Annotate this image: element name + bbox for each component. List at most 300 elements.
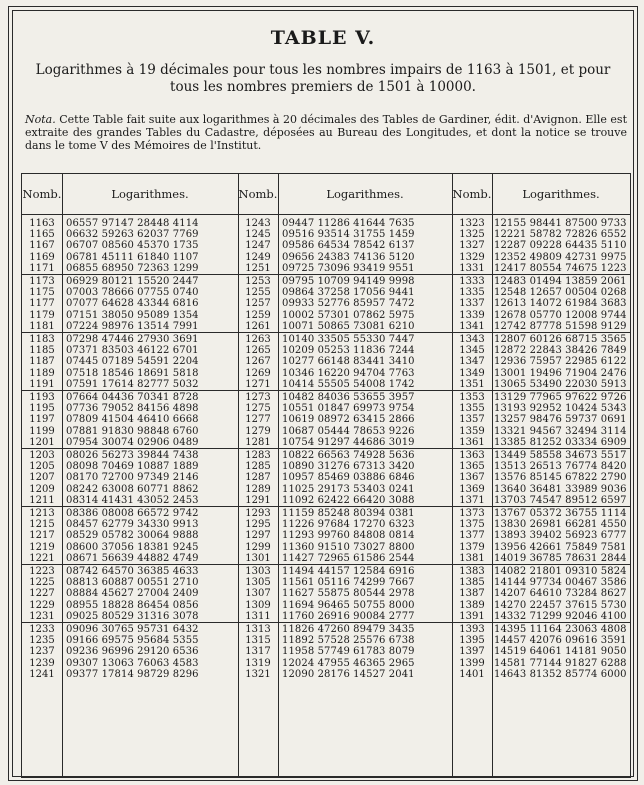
row-number: 1397 — [459, 646, 485, 658]
row-number: 1383 — [459, 566, 485, 577]
row-number: 1345 — [459, 345, 485, 357]
header-nomb-2: Nomb. — [238, 187, 278, 201]
row-number: 1275 — [245, 403, 271, 415]
row-number: 1269 — [245, 367, 271, 379]
row-number: 1347 — [459, 356, 485, 368]
row-number: 1253 — [245, 276, 271, 287]
row-number: 1215 — [29, 519, 55, 531]
row-logarithm: 12221 58782 72826 6552 — [494, 229, 627, 241]
table-row — [22, 484, 630, 495]
row-logarithm: 07077 64628 43344 6816 — [66, 298, 199, 310]
table-row — [22, 287, 630, 298]
row-number: 1319 — [245, 657, 271, 669]
row-number: 1277 — [245, 414, 271, 426]
row-logarithm: 11360 91510 73027 8800 — [282, 541, 415, 553]
row-number: 1239 — [29, 657, 55, 669]
row-number: 1355 — [459, 403, 485, 415]
row-logarithm: 08026 56273 39844 7438 — [66, 450, 199, 461]
table-row — [22, 588, 630, 599]
header-nomb-1: Nomb. — [22, 187, 62, 201]
row-logarithm: 08600 37056 18381 9245 — [66, 541, 199, 553]
table-row — [22, 345, 630, 356]
row-logarithm: 09377 17814 98729 8296 — [66, 668, 199, 680]
row-logarithm: 07003 78666 07755 0740 — [66, 287, 199, 299]
row-logarithm: 10687 05444 78653 9226 — [282, 425, 415, 437]
row-logarithm: 08170 72700 97349 2146 — [66, 472, 199, 484]
row-number: 1333 — [459, 276, 485, 287]
row-logarithm: 12287 09228 64435 5110 — [494, 240, 627, 252]
row-number: 1235 — [29, 635, 55, 647]
row-logarithm: 07298 47446 27930 3691 — [66, 334, 199, 345]
table-row — [22, 298, 630, 309]
row-number: 1217 — [29, 530, 55, 542]
row-logarithm: 10071 50865 73081 6210 — [282, 320, 415, 332]
row-number: 1229 — [29, 599, 55, 611]
row-number: 1267 — [245, 356, 271, 368]
row-number: 1365 — [459, 461, 485, 473]
row-number: 1257 — [245, 298, 271, 310]
table-row — [22, 566, 630, 577]
subtitle-line-1: Logarithmes à 19 décimales pour tous les nombres impairs de 1163 à 1501, et pour — [35, 62, 611, 78]
row-logarithm: 12678 05770 12008 9744 — [494, 309, 627, 321]
row-logarithm: 09166 69575 95684 5355 — [66, 635, 199, 647]
row-number: 1391 — [459, 610, 485, 622]
row-logarithm: 13257 98476 59737 0691 — [494, 414, 627, 426]
row-number: 1263 — [245, 334, 271, 345]
row-logarithm: 13767 05372 36755 1114 — [494, 508, 627, 519]
row-logarithm: 14395 11164 23063 4808 — [494, 624, 627, 635]
row-logarithm: 08671 56639 44882 4749 — [66, 552, 199, 564]
row-number: 1167 — [29, 240, 55, 252]
row-number: 1307 — [245, 588, 271, 600]
row-logarithm: 12807 60126 68715 3565 — [494, 334, 627, 345]
row-number: 1195 — [29, 403, 55, 415]
header-nomb-3: Nomb. — [452, 187, 492, 201]
row-number: 1203 — [29, 450, 55, 461]
row-logarithm: 11494 44157 12584 6916 — [282, 566, 415, 577]
header-logs-1: Logarithmes. — [111, 187, 189, 201]
row-number: 1177 — [29, 298, 55, 310]
subtitle-line-2: tous les nombres premiers de 1501 à 10000. — [170, 79, 476, 95]
log-table — [21, 173, 631, 778]
row-number: 1349 — [459, 367, 485, 379]
row-logarithm: 13001 19496 71904 2476 — [494, 367, 627, 379]
row-logarithm: 13065 53490 22030 5913 — [494, 378, 627, 390]
row-logarithm: 08098 70469 10887 1889 — [66, 461, 199, 473]
row-logarithm: 09096 30765 95731 6432 — [66, 624, 199, 635]
group-separator — [22, 274, 630, 275]
row-number: 1181 — [29, 320, 55, 332]
table-row — [22, 669, 630, 680]
table-row — [22, 392, 630, 403]
table-row — [22, 461, 630, 472]
group-separator — [22, 332, 630, 333]
row-number: 1189 — [29, 367, 55, 379]
table-row — [22, 437, 630, 448]
row-number: 1371 — [459, 494, 485, 506]
row-number: 1185 — [29, 345, 55, 357]
row-logarithm: 09725 73096 93419 9551 — [282, 262, 415, 274]
table-row — [22, 542, 630, 553]
row-logarithm: 08314 41431 43052 2453 — [66, 494, 199, 506]
row-logarithm: 14581 77144 91827 6288 — [494, 657, 627, 669]
row-logarithm: 08457 62779 34330 9913 — [66, 519, 199, 531]
row-logarithm: 14019 36785 78631 2844 — [494, 552, 627, 564]
row-number: 1389 — [459, 599, 485, 611]
table-row — [22, 414, 630, 425]
row-logarithm: 14332 71299 92046 4100 — [494, 610, 627, 622]
page-frame — [8, 6, 638, 781]
group-separator — [22, 622, 630, 623]
row-logarithm: 14643 81352 85774 6000 — [494, 668, 627, 680]
row-logarithm: 14082 21801 09310 5824 — [494, 566, 627, 577]
row-number: 1353 — [459, 392, 485, 403]
row-number: 1395 — [459, 635, 485, 647]
table-row — [22, 553, 630, 564]
row-logarithm: 06557 97147 28448 4114 — [66, 218, 199, 229]
row-number: 1321 — [245, 668, 271, 680]
page-subtitle — [27, 62, 619, 96]
row-number: 1293 — [245, 508, 271, 519]
table-row — [22, 368, 630, 379]
row-number: 1173 — [29, 276, 55, 287]
row-number: 1339 — [459, 309, 485, 321]
row-number: 1381 — [459, 552, 485, 564]
row-logarithm: 06632 59263 62037 7769 — [66, 229, 199, 241]
row-logarithm: 07445 07189 54591 2204 — [66, 356, 199, 368]
row-logarithm: 10140 33505 55330 7447 — [282, 334, 415, 345]
row-logarithm: 11159 85248 80394 0381 — [282, 508, 415, 519]
row-number: 1211 — [29, 494, 55, 506]
row-logarithm: 07736 79052 84156 4898 — [66, 403, 199, 415]
row-logarithm: 11760 26916 90084 2777 — [282, 610, 415, 622]
row-logarithm: 10822 66563 74928 5636 — [282, 450, 415, 461]
row-number: 1213 — [29, 508, 55, 519]
row-logarithm: 14519 64061 14181 9050 — [494, 646, 627, 658]
row-logarithm: 07224 98976 13514 7991 — [66, 320, 199, 332]
row-number: 1261 — [245, 320, 271, 332]
row-logarithm: 10754 91297 44686 3019 — [282, 436, 415, 448]
row-number: 1163 — [29, 218, 55, 229]
row-number: 1271 — [245, 378, 271, 390]
row-logarithm: 13193 92952 10424 5343 — [494, 403, 627, 415]
row-logarithm: 11826 47260 89479 3435 — [282, 624, 415, 635]
row-logarithm: 07518 18546 18691 5818 — [66, 367, 199, 379]
row-number: 1343 — [459, 334, 485, 345]
table-row — [22, 229, 630, 240]
row-logarithm: 08386 08008 66572 9742 — [66, 508, 199, 519]
row-number: 1301 — [245, 552, 271, 564]
row-number: 1313 — [245, 624, 271, 635]
row-logarithm: 13576 85145 67822 2790 — [494, 472, 627, 484]
row-logarithm: 14270 22457 37615 5730 — [494, 599, 627, 611]
table-row — [22, 450, 630, 461]
row-logarithm: 12613 14072 61984 3683 — [494, 298, 627, 310]
header-logs-2: Logarithmes. — [326, 187, 404, 201]
row-logarithm: 07371 83503 46122 6701 — [66, 345, 199, 357]
row-logarithm: 12417 80554 74675 1223 — [494, 262, 627, 274]
row-number: 1379 — [459, 541, 485, 553]
table-row — [22, 611, 630, 622]
table-row — [22, 403, 630, 414]
row-number: 1169 — [29, 251, 55, 263]
row-logarithm: 06707 08560 45370 1735 — [66, 240, 199, 252]
table-row — [22, 379, 630, 390]
row-number: 1377 — [459, 530, 485, 542]
row-logarithm: 13640 36481 33989 9036 — [494, 483, 627, 495]
row-logarithm: 09447 11286 41644 7635 — [282, 218, 415, 229]
row-number: 1399 — [459, 657, 485, 669]
table-row — [22, 276, 630, 287]
row-number: 1279 — [245, 425, 271, 437]
table-row — [22, 530, 630, 541]
row-number: 1323 — [459, 218, 485, 229]
row-number: 1245 — [245, 229, 271, 241]
row-logarithm: 10482 84036 53655 3957 — [282, 392, 415, 403]
row-number: 1281 — [245, 436, 271, 448]
row-number: 1317 — [245, 646, 271, 658]
row-number: 1357 — [459, 414, 485, 426]
row-logarithm: 10414 55505 54008 1742 — [282, 378, 415, 390]
row-logarithm: 12742 87778 51598 9129 — [494, 320, 627, 332]
row-number: 1297 — [245, 530, 271, 542]
row-logarithm: 12155 98441 87500 9733 — [494, 218, 627, 229]
row-logarithm: 11427 72965 61586 2544 — [282, 552, 415, 564]
row-logarithm: 07591 17614 82777 5032 — [66, 378, 199, 390]
row-logarithm: 09864 37258 17056 9441 — [282, 287, 415, 299]
row-logarithm: 09656 24383 74136 5120 — [282, 251, 415, 263]
page-title: TABLE V. — [270, 27, 376, 49]
table-row — [22, 600, 630, 611]
group-separator — [22, 564, 630, 565]
row-logarithm: 10209 05253 11836 7244 — [282, 345, 415, 357]
row-logarithm: 11025 29173 53403 0241 — [282, 483, 415, 495]
group-separator — [22, 506, 630, 507]
row-logarithm: 12483 01494 13859 2061 — [494, 276, 627, 287]
table-row — [22, 334, 630, 345]
row-logarithm: 09516 93514 31755 1459 — [282, 229, 415, 241]
table-row — [22, 472, 630, 483]
row-logarithm: 07809 41504 46410 6668 — [66, 414, 199, 426]
row-number: 1231 — [29, 610, 55, 622]
row-number: 1225 — [29, 577, 55, 589]
row-number: 1329 — [459, 251, 485, 263]
table-row — [22, 519, 630, 530]
table-row — [22, 310, 630, 321]
row-number: 1311 — [245, 610, 271, 622]
row-number: 1285 — [245, 461, 271, 473]
row-logarithm: 08813 60887 00551 2710 — [66, 577, 199, 589]
row-number: 1273 — [245, 392, 271, 403]
row-number: 1327 — [459, 240, 485, 252]
row-number: 1291 — [245, 494, 271, 506]
row-logarithm: 09236 96996 29120 6536 — [66, 646, 199, 658]
row-logarithm: 12090 28176 14527 2041 — [282, 668, 415, 680]
row-number: 1197 — [29, 414, 55, 426]
table-row — [22, 646, 630, 657]
row-number: 1367 — [459, 472, 485, 484]
row-number: 1385 — [459, 577, 485, 589]
table-row — [22, 577, 630, 588]
table-row — [22, 263, 630, 274]
row-number: 1165 — [29, 229, 55, 241]
row-logarithm: 10619 08972 63415 2866 — [282, 414, 415, 426]
row-number: 1341 — [459, 320, 485, 332]
row-number: 1289 — [245, 483, 271, 495]
row-logarithm: 06855 68950 72363 1299 — [66, 262, 199, 274]
row-number: 1393 — [459, 624, 485, 635]
nota-text: Cette Table fait suite aux logarithmes à 20 décimales des Tables de Gardiner, édit. d'Avignon. Elle est extraite des grandes Tables du Cadastre, déposées au Bureau des Longitudes, et dont la notice se trouve dans le tome V des Mémoires de l'Institut. — [25, 113, 627, 152]
row-number: 1299 — [245, 541, 271, 553]
row-number: 1387 — [459, 588, 485, 600]
row-number: 1315 — [245, 635, 271, 647]
row-logarithm: 10002 57301 07862 5975 — [282, 309, 415, 321]
row-number: 1305 — [245, 577, 271, 589]
row-number: 1303 — [245, 566, 271, 577]
nota-lead: Nota. — [25, 113, 56, 126]
row-logarithm: 07881 91830 98848 6760 — [66, 425, 199, 437]
row-number: 1243 — [245, 218, 271, 229]
row-number: 1221 — [29, 552, 55, 564]
table-row — [22, 218, 630, 229]
nota-paragraph — [25, 113, 627, 152]
row-number: 1373 — [459, 508, 485, 519]
row-logarithm: 13893 39402 56923 6777 — [494, 530, 627, 542]
row-logarithm: 11892 57528 25576 6738 — [282, 635, 415, 647]
table-row — [22, 635, 630, 646]
row-logarithm: 09307 13063 76063 4583 — [66, 657, 199, 669]
table-row — [22, 240, 630, 251]
table-header — [22, 174, 630, 215]
row-number: 1249 — [245, 251, 271, 263]
row-logarithm: 13830 26981 66281 4550 — [494, 519, 627, 531]
row-number: 1259 — [245, 309, 271, 321]
row-number: 1287 — [245, 472, 271, 484]
row-logarithm: 13956 42661 75849 7581 — [494, 541, 627, 553]
row-logarithm: 12352 49809 42731 9975 — [494, 251, 627, 263]
row-logarithm: 12548 12657 00504 0268 — [494, 287, 627, 299]
row-logarithm: 09586 64534 78542 6137 — [282, 240, 415, 252]
row-number: 1227 — [29, 588, 55, 600]
row-logarithm: 14144 97734 00467 3586 — [494, 577, 627, 589]
row-logarithm: 13703 74547 89512 6597 — [494, 494, 627, 506]
row-logarithm: 11092 62422 66420 3088 — [282, 494, 415, 506]
row-number: 1193 — [29, 392, 55, 403]
table-row — [22, 495, 630, 506]
row-logarithm: 11694 96465 50755 8000 — [282, 599, 415, 611]
header-logs-3: Logarithmes. — [522, 187, 600, 201]
row-number: 1309 — [245, 599, 271, 611]
row-number: 1335 — [459, 287, 485, 299]
row-logarithm: 11627 55875 80544 2978 — [282, 588, 415, 600]
row-logarithm: 13449 58558 34673 5517 — [494, 450, 627, 461]
row-number: 1325 — [459, 229, 485, 241]
row-number: 1207 — [29, 472, 55, 484]
row-logarithm: 06929 80121 15520 2447 — [66, 276, 199, 287]
row-number: 1337 — [459, 298, 485, 310]
row-number: 1361 — [459, 436, 485, 448]
row-logarithm: 12872 22843 38426 7849 — [494, 345, 627, 357]
row-number: 1175 — [29, 287, 55, 299]
row-logarithm: 09933 52776 85957 7472 — [282, 298, 415, 310]
table-row — [22, 426, 630, 437]
table-row — [22, 658, 630, 669]
row-logarithm: 09025 80529 31316 3078 — [66, 610, 199, 622]
row-number: 1209 — [29, 483, 55, 495]
table-row — [22, 624, 630, 635]
row-number: 1401 — [459, 668, 485, 680]
row-number: 1201 — [29, 436, 55, 448]
row-logarithm: 12024 47955 46365 2965 — [282, 657, 415, 669]
row-number: 1179 — [29, 309, 55, 321]
row-logarithm: 14207 64610 73284 8627 — [494, 588, 627, 600]
row-logarithm: 06781 45111 61840 1107 — [66, 251, 199, 263]
row-number: 1171 — [29, 262, 55, 274]
row-number: 1183 — [29, 334, 55, 345]
row-logarithm: 07151 38050 95089 1354 — [66, 309, 199, 321]
row-logarithm: 09795 10709 94149 9998 — [282, 276, 415, 287]
row-logarithm: 13513 26513 76774 8420 — [494, 461, 627, 473]
row-number: 1199 — [29, 425, 55, 437]
row-logarithm: 11226 97684 17270 6323 — [282, 519, 415, 531]
row-logarithm: 13321 94567 32494 3114 — [494, 425, 627, 437]
row-logarithm: 11293 99760 84808 0814 — [282, 530, 415, 542]
table-row — [22, 356, 630, 367]
row-logarithm: 10551 01847 69973 9754 — [282, 403, 415, 415]
row-logarithm: 08742 64570 36385 4633 — [66, 566, 199, 577]
row-logarithm: 08955 18828 86454 0856 — [66, 599, 199, 611]
row-number: 1351 — [459, 378, 485, 390]
row-number: 1191 — [29, 378, 55, 390]
row-number: 1241 — [29, 668, 55, 680]
row-logarithm: 13385 81252 03334 6909 — [494, 436, 627, 448]
table-row — [22, 321, 630, 332]
row-number: 1205 — [29, 461, 55, 473]
row-number: 1219 — [29, 541, 55, 553]
row-logarithm: 10957 85469 03886 6846 — [282, 472, 415, 484]
row-number: 1295 — [245, 519, 271, 531]
row-logarithm: 10346 16220 94704 7763 — [282, 367, 415, 379]
row-number: 1187 — [29, 356, 55, 368]
row-number: 1265 — [245, 345, 271, 357]
row-logarithm: 08242 63008 60771 8862 — [66, 483, 199, 495]
row-number: 1255 — [245, 287, 271, 299]
table-row — [22, 252, 630, 263]
row-number: 1375 — [459, 519, 485, 531]
row-logarithm: 12936 75957 22985 6122 — [494, 356, 627, 368]
row-logarithm: 11958 57749 61783 8079 — [282, 646, 415, 658]
row-number: 1223 — [29, 566, 55, 577]
table-row — [22, 508, 630, 519]
row-number: 1247 — [245, 240, 271, 252]
row-logarithm: 07664 04436 70341 8728 — [66, 392, 199, 403]
row-number: 1359 — [459, 425, 485, 437]
row-logarithm: 08884 45627 27004 2409 — [66, 588, 199, 600]
row-logarithm: 11561 05116 74299 7667 — [282, 577, 415, 589]
row-number: 1233 — [29, 624, 55, 635]
row-number: 1369 — [459, 483, 485, 495]
group-separator — [22, 448, 630, 449]
row-number: 1283 — [245, 450, 271, 461]
row-number: 1331 — [459, 262, 485, 274]
row-logarithm: 10890 31276 67313 3420 — [282, 461, 415, 473]
row-number: 1251 — [245, 262, 271, 274]
row-logarithm: 10277 66148 83441 3410 — [282, 356, 415, 368]
row-number: 1237 — [29, 646, 55, 658]
group-separator — [22, 390, 630, 391]
row-number: 1363 — [459, 450, 485, 461]
row-logarithm: 07954 30074 02906 0489 — [66, 436, 199, 448]
